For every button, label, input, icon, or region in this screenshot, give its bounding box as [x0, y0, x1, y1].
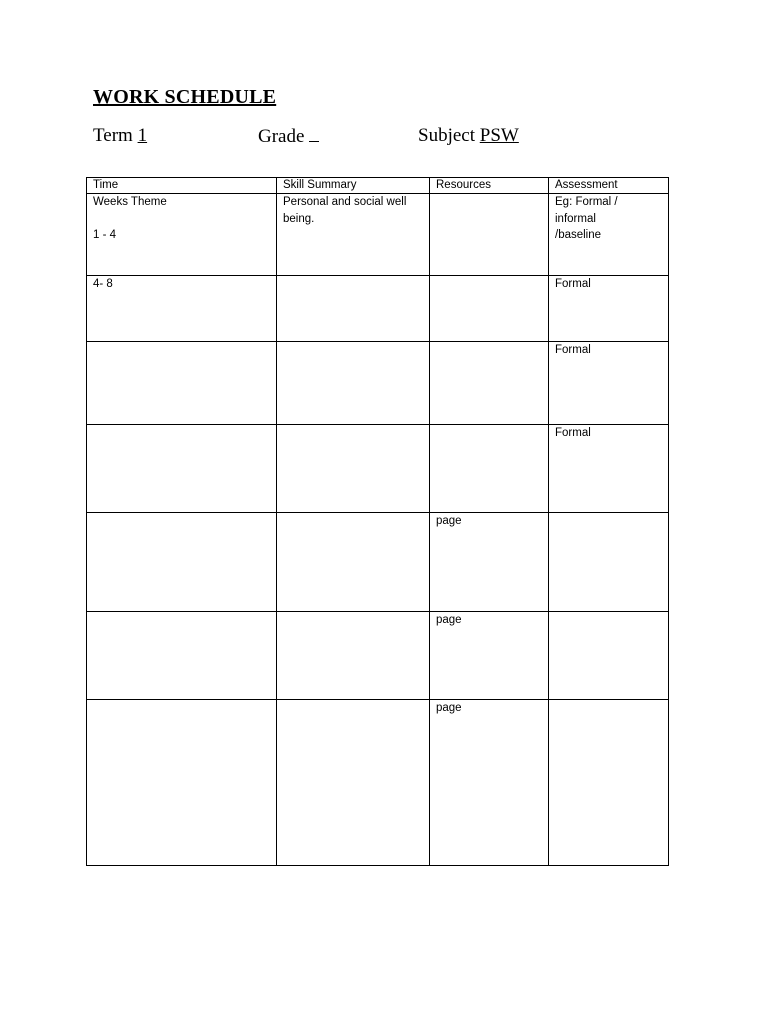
table-row [87, 700, 669, 866]
resources-cell [430, 425, 549, 513]
term-field [93, 125, 147, 147]
resources-cell [430, 194, 549, 276]
subject-label: Subject [418, 125, 475, 146]
column-header-assessment: Assessment [549, 178, 669, 194]
time-line: Weeks Theme [93, 196, 167, 208]
assessment-line: Formal [555, 278, 591, 290]
subject-value: PSW [479, 125, 519, 146]
skill-summary-cell [277, 276, 430, 342]
assessment-line: /baseline [555, 229, 602, 241]
term-value: 1 [137, 125, 148, 146]
skill-line: Personal and social well [283, 196, 407, 208]
grade-value [309, 125, 319, 142]
subject-field [418, 125, 519, 147]
table-row [87, 276, 669, 342]
time-cell [87, 612, 277, 700]
assessment-cell [549, 612, 669, 700]
skill-summary-cell [277, 342, 430, 425]
resources-cell [430, 700, 549, 866]
resources-cell [430, 342, 549, 425]
resources-cell [430, 612, 549, 700]
assessment-line: informal [555, 212, 596, 225]
time-cell [87, 425, 277, 513]
assessment-cell [549, 513, 669, 612]
schedule-table [86, 177, 669, 866]
assessment-line: Formal [555, 344, 591, 356]
table-row [87, 612, 669, 700]
table-row [87, 194, 669, 276]
skill-summary-cell [277, 700, 430, 866]
resources-line: page [436, 702, 462, 714]
assessment-line: Formal [555, 427, 591, 439]
assessment-cell [549, 342, 669, 425]
table-row [87, 342, 669, 425]
grade-field [258, 125, 319, 148]
time-line: 4- 8 [93, 278, 113, 290]
column-header-time: Time [87, 178, 277, 194]
time-cell [87, 513, 277, 612]
page-title: WORK SCHEDULE [93, 86, 277, 108]
table-row [87, 513, 669, 612]
column-header-skill-summary: Skill Summary [277, 178, 430, 194]
time-cell [87, 194, 277, 276]
skill-summary-cell [277, 194, 430, 276]
skill-summary-cell [277, 513, 430, 612]
time-cell [87, 342, 277, 425]
skill-line: being. [283, 212, 315, 225]
resources-cell [430, 513, 549, 612]
assessment-cell [549, 425, 669, 513]
column-header-resources: Resources [430, 178, 549, 194]
assessment-line: Eg: Formal / [555, 196, 618, 208]
table-row [87, 425, 669, 513]
table-header-row [87, 178, 669, 194]
assessment-cell [549, 276, 669, 342]
skill-summary-cell [277, 612, 430, 700]
assessment-cell [549, 194, 669, 276]
resources-line: page [436, 614, 462, 626]
resources-line: page [436, 515, 462, 527]
grade-label: Grade [258, 126, 305, 147]
time-line: 1 - 4 [93, 229, 117, 241]
skill-summary-cell [277, 425, 430, 513]
resources-cell [430, 276, 549, 342]
time-cell [87, 700, 277, 866]
time-cell [87, 276, 277, 342]
term-label: Term [93, 125, 133, 146]
time-line-gap [93, 211, 270, 228]
assessment-cell [549, 700, 669, 866]
